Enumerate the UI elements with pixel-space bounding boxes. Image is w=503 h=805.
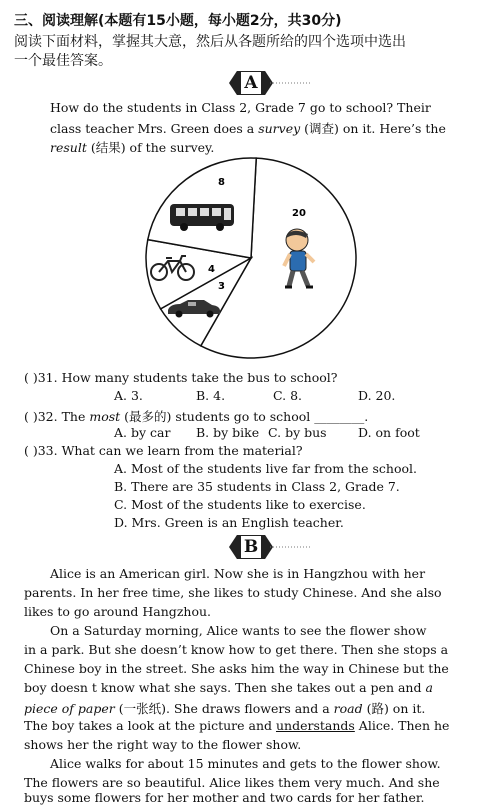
passage-b-p1-line-2: parents. In her free time, she likes to study Chinese. And she also <box>24 585 442 600</box>
passage-b-p2-line-4: boy doesn t know what she says. Then she takes out a pen and a <box>24 680 433 695</box>
q33-option-a: A. Most of the students live far from the school. <box>114 461 417 476</box>
question-32: ( )32. The most (最多的) students go to school ________. <box>24 409 369 424</box>
pie-label-car: 3 <box>218 281 225 292</box>
passage-b-p2-line-6: The boy takes a look at the picture and understands Alice. Then he <box>24 718 450 733</box>
question-33: ( )33. What can we learn from the material? <box>24 443 303 458</box>
passage-a-intro-line-1: How do the students in Class 2, Grade 7 go to school? Their <box>50 100 431 115</box>
passage-a-intro-line-2: class teacher Mrs. Green does a survey (调查) on it. Here’s the <box>50 121 446 136</box>
passage-a-intro-line-3: result (结果) of the survey. <box>50 140 215 155</box>
passage-b-p3-line-2: The flowers are so beautiful. Alice likes them very much. And she <box>24 775 440 790</box>
passage-b-p2-line-1: On a Saturday morning, Alice wants to see the flower show <box>50 623 427 638</box>
passage-b-p1-line-3: likes to go around Hangzhou. <box>24 604 211 619</box>
q33-option-c: C. Most of the students like to exercise. <box>114 497 366 512</box>
passage-b-badge <box>229 535 273 559</box>
badge-b-dots <box>270 545 310 549</box>
instructions-line-1: 阅读下面材料，掌握其大意，然后从各题所给的四个选项中选出 <box>14 34 406 50</box>
q31-option-c: C. 8. <box>273 388 302 403</box>
passage-b-badge-letter: B <box>241 536 261 558</box>
passage-b-p2-line-3: Chinese boy in the street. She asks him the way in Chinese but the <box>24 661 449 676</box>
instructions-line-2: 一个最佳答案。 <box>14 53 112 69</box>
q31-option-a: A. 3. <box>114 388 143 403</box>
badge-a-dots <box>270 81 310 85</box>
passage-b-p3-line-3: buys some flowers for her mother and two cards for her father. <box>24 790 425 805</box>
passage-b-p2-line-7: shows her the right way to the flower show. <box>24 737 302 752</box>
pie-label-walk: 20 <box>292 208 306 219</box>
passage-b-p3-line-1: Alice walks for about 15 minutes and gets to the flower show. <box>50 756 441 771</box>
q32-option-a: A. by car <box>114 425 171 440</box>
section-header: 三、阅读理解(本题有15小题，每小题2分，共30分) <box>14 13 342 29</box>
q31-option-b: B. 4. <box>196 388 226 403</box>
pie-label-bike: 4 <box>208 264 215 275</box>
survey-pie-chart <box>140 154 362 362</box>
q32-option-d: D. on foot <box>358 425 420 440</box>
q33-option-b: B. There are 35 students in Class 2, Grade 7. <box>114 479 400 494</box>
q32-option-c: C. by bus <box>268 425 327 440</box>
passage-a-badge <box>229 71 273 95</box>
passage-b-p2-line-5: piece of paper (一张纸). She draws flowers and a road (路) on it. <box>24 701 426 716</box>
q31-option-d: D. 20. <box>358 388 396 403</box>
pie-label-bus: 8 <box>218 177 225 188</box>
passage-a-badge-letter: A <box>241 72 261 94</box>
q32-option-b: B. by bike <box>196 425 260 440</box>
passage-b-p1-line-1: Alice is an American girl. Now she is in Hangzhou with her <box>50 566 426 581</box>
q33-option-d: D. Mrs. Green is an English teacher. <box>114 515 344 530</box>
question-31: ( )31. How many students take the bus to school? <box>24 370 338 385</box>
passage-b-p2-line-2: in a park. But she doesn’t know how to get there. Then she stops a <box>24 642 449 657</box>
